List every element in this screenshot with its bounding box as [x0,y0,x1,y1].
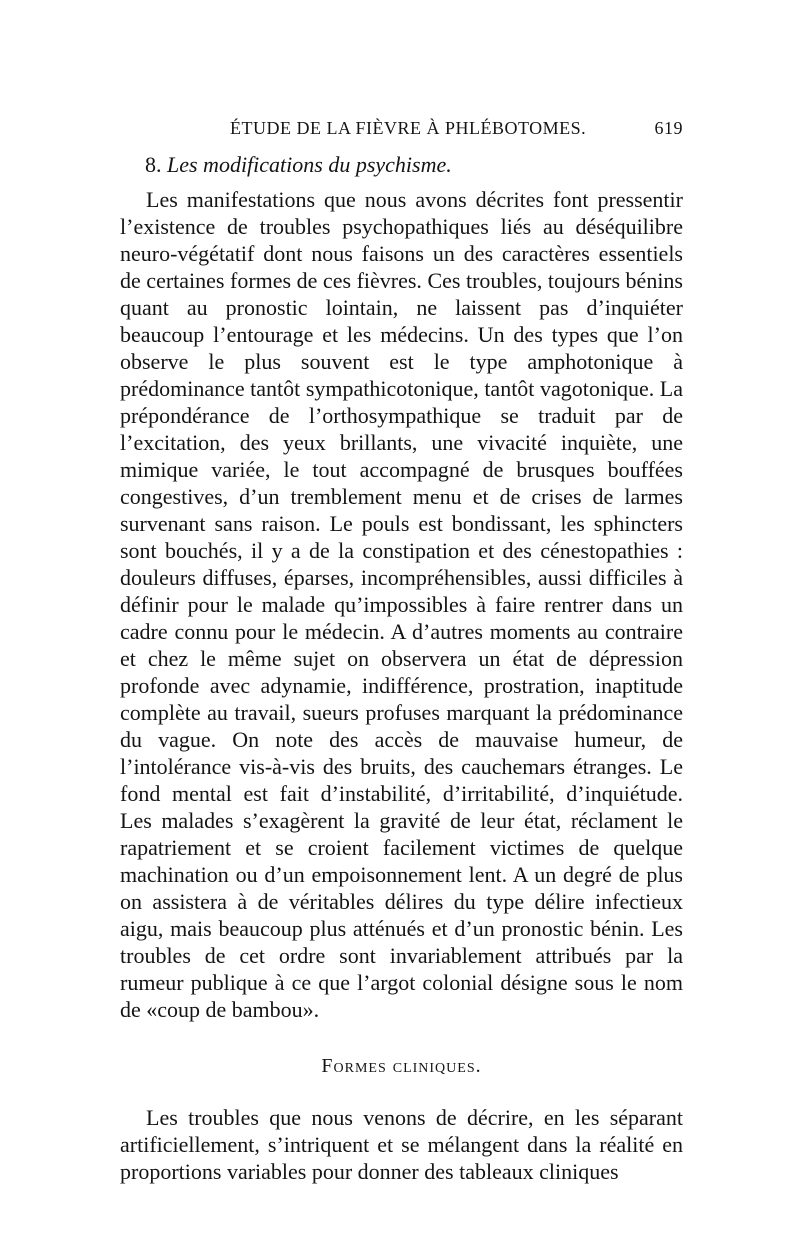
section-number: 8. [145,152,162,177]
subheading: Formes cliniques. [321,1055,482,1077]
text-block [120,150,683,1185]
closing-paragraph: Les troubles que nous venons de décrire, en les séparant artificiellement, s’intriquent et se mélangent dans la réalité en proportions variables pour donner des tableaux cliniques [120,1105,683,1184]
running-title: ÉTUDE DE LA FIÈVRE À PHLÉBOTOMES. [230,118,587,138]
section-title: Les modifications du psychisme. [167,152,452,177]
paragraph: Les manifestations que nous avons décrites font pressentir l’existence de troubles psychopathiques liés au déséquilibre neuro-végétatif dont nous faisons un des caractères essentiels de certaines formes de ces fièvres. Ces troubles, toujours bénins quant au pronostic lointain, ne laissent pas d’inquiéter beaucoup l’entourage et les médecins. Un des types que l’on observe le plus souvent est le type amphotonique à prédominance tantôt sympathicotonique, tantôt vagotonique. La prépondérance de l’orthosympathique se traduit par de l’excitation, des yeux brillants, une vivacité inquiète, une mimique variée, le tout accompagné de brusques bouffées congestives, d’un tremblement menu et de crises de larmes survenant sans raison. Le pouls est bondissant, les sphincters sont bouchés, il y a de la constipation et des cénestopathies : douleurs diffuses, éparses, incompréhensibles, aussi difficiles à définir pour le malade qu’impossibles à faire rentrer dans un cadre connu pour le médecin. A d’autres moments au contraire et chez le même sujet on observera un état de dépression profonde avec adynamie, indifférence, prostration, inaptitude complète au travail, sueurs profuses marquant la prédominance du vague. On note des accès de mauvaise humeur, de l’intolérance vis-à-vis des bruits, des cauchemars étranges. Le fond mental est fait d’instabilité, d’irritabilité, d’inquiétude. Les malades s’exagèrent la gravité de leur état, réclament le rapatriement et se croient facilement victimes de quelque machination ou d’un empoisonnement lent. A un degré de plus on assistera à de véritables délires du type délire infectieux aigu, mais beaucoup plus atténués et d’un pronostic bénin. Les troubles de cet ordre sont invariablement attribués par la rumeur publique à ce que l’argot colonial désigne sous le nom de «coup de bambou». [120,187,683,1022]
section-heading [145,150,683,180]
page-number: 619 [654,118,683,138]
